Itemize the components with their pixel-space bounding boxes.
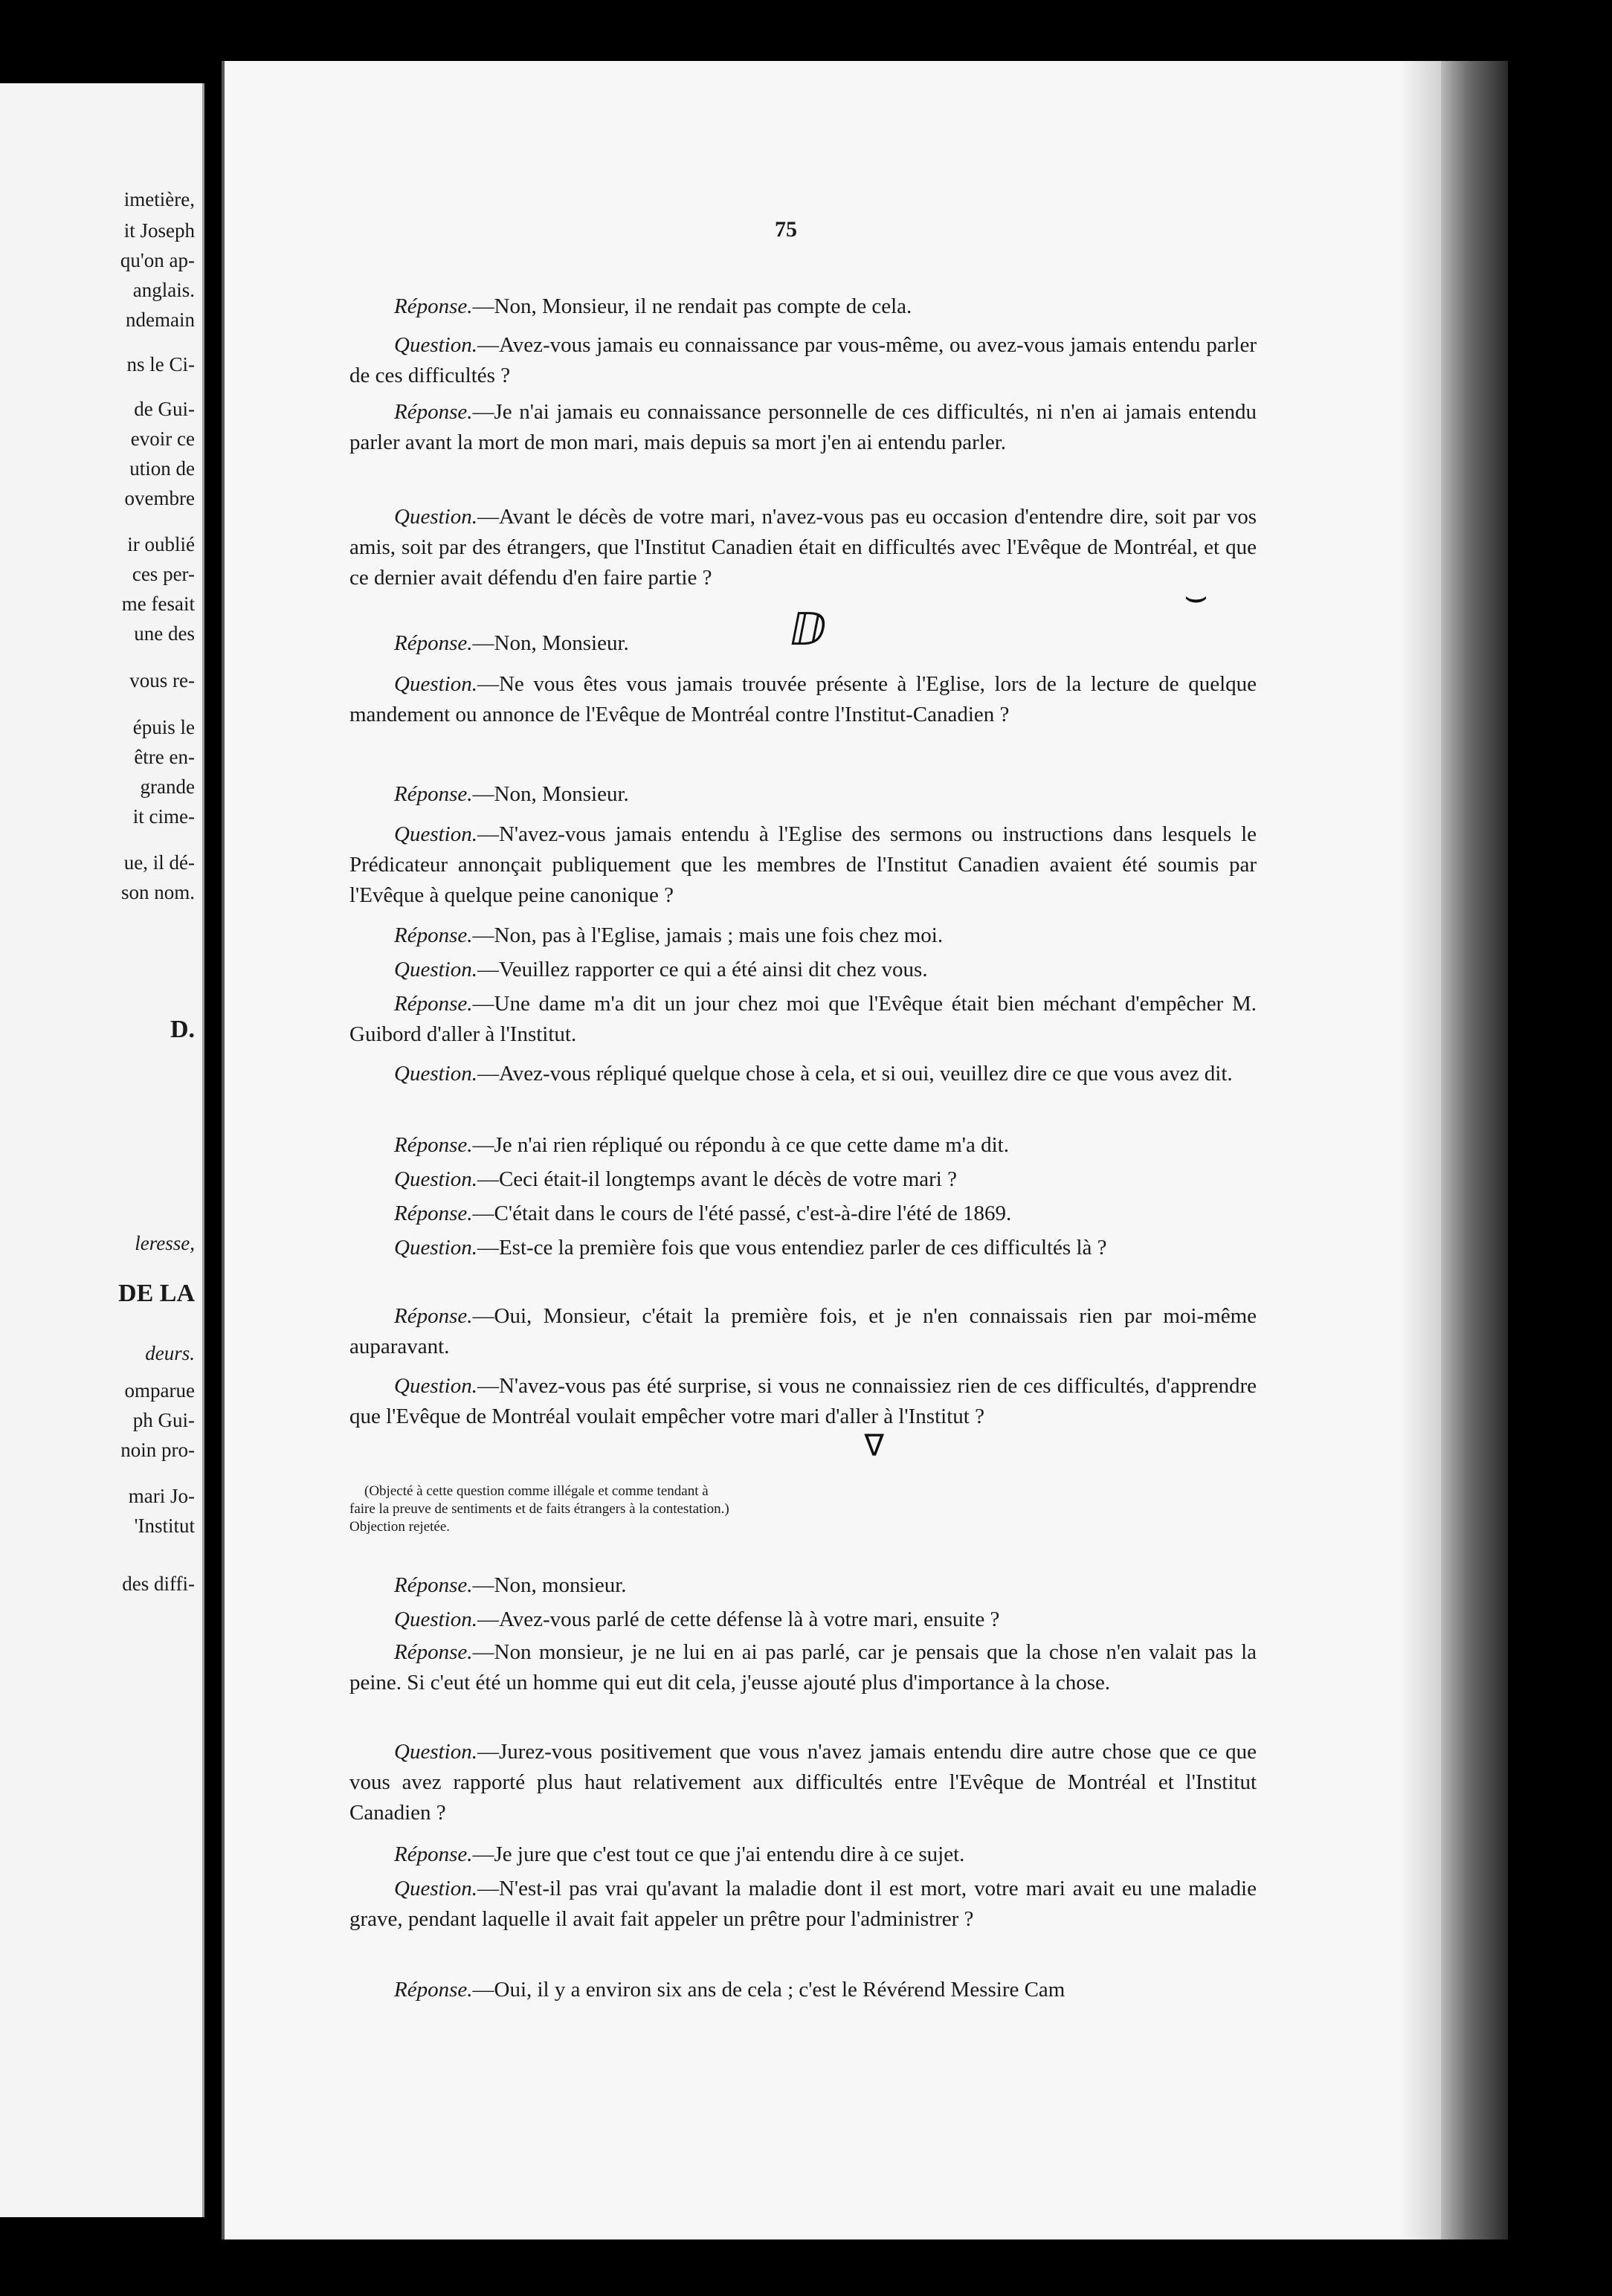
entry-text: —Avez-vous jamais eu connaissance par vous-même, ou avez-vous jamais entendu parler de ces difficultés ? <box>349 333 1257 387</box>
speaker-label: Réponse. <box>394 1304 473 1328</box>
speaker-label: Réponse. <box>394 1202 473 1225</box>
speaker-label: Question. <box>394 505 477 529</box>
left-page-text-fragment: evoir ce <box>130 428 195 450</box>
entry-text: —Est-ce la première fois que vous entendiez parler de ces difficultés là ? <box>477 1236 1107 1260</box>
speaker-label: Question. <box>394 1167 477 1191</box>
speaker-label: Réponse. <box>394 400 473 424</box>
speaker-label: Question. <box>394 672 477 696</box>
question-entry <box>349 955 1257 985</box>
entry-text: —Non, Monsieur. <box>472 782 629 806</box>
speaker-label: Réponse. <box>394 631 473 655</box>
question-entry <box>349 1874 1257 1935</box>
speaker-label: Réponse. <box>394 1640 473 1664</box>
speaker-label: Réponse. <box>394 294 473 318</box>
handwritten-pencil-mark: ⌣ <box>1184 574 1208 617</box>
left-page-text-fragment: des diffi- <box>122 1573 195 1595</box>
entry-text: —N'avez-vous jamais entendu à l'Eglise des sermons ou instructions dans lesquels le Prédicateur annonçait publiquement que les membres de l'Institut Canadien avaient été soumis par l'Evêque à quelque peine canonique ? <box>349 822 1257 907</box>
left-page-text-fragment: de Gui- <box>134 398 195 420</box>
entry-text: —Je n'ai jamais eu connaissance personnelle de ces difficultés, ni n'en ai jamais entendu parler avant la mort de mon mari, mais depuis sa mort j'en ai entendu parler. <box>349 400 1257 454</box>
left-page-text-fragment: mari Jo- <box>128 1485 195 1507</box>
speaker-label: Question. <box>394 1374 477 1398</box>
speaker-label: Question. <box>394 1740 477 1764</box>
handwritten-bracket-mark: ⅅ <box>790 604 827 656</box>
entry-text: —Ceci était-il longtemps avant le décès de votre mari ? <box>477 1167 957 1191</box>
question-entry <box>349 1233 1257 1263</box>
left-page-text-fragment: anglais. <box>132 279 195 301</box>
entry-text: —Oui, Monsieur, c'était la première fois, et je n'en connaissais rien par moi-même auparavant. <box>349 1304 1257 1358</box>
speaker-label: Réponse. <box>394 1978 473 2002</box>
question-entry <box>349 1059 1257 1089</box>
left-page-text-fragment: être en- <box>134 746 195 768</box>
left-page-text-fragment: son nom. <box>120 881 195 903</box>
speaker-label: Réponse. <box>394 992 473 1016</box>
answer-entry <box>349 1975 1257 2005</box>
entry-text: —C'était dans le cours de l'été passé, c'est-à-dire l'été de 1869. <box>472 1202 1012 1225</box>
question-entry <box>349 819 1257 911</box>
left-page-text-fragment: D. <box>170 1016 195 1043</box>
left-page-text-fragment: ndemain <box>126 309 195 331</box>
question-entry <box>349 502 1257 593</box>
left-page-text-fragment: une des <box>134 622 195 645</box>
speaker-label: Réponse. <box>394 782 473 806</box>
left-page-text-fragment: épuis le <box>132 716 195 738</box>
left-page-text-fragment: deurs. <box>145 1342 195 1364</box>
entry-text: —Avez-vous répliqué quelque chose à cela, et si oui, veuillez dire ce que vous avez dit. <box>477 1062 1233 1086</box>
entry-text: —Je jure que c'est tout ce que j'ai entendu dire à ce sujet. <box>472 1842 965 1866</box>
left-page-text-fragment: grande <box>140 775 195 798</box>
left-page-text-fragment: it Joseph <box>123 219 195 242</box>
entry-text: —Non, monsieur. <box>472 1573 627 1597</box>
question-entry <box>349 1605 1257 1635</box>
entry-text: —Non, Monsieur. <box>472 631 629 655</box>
speaker-label: Question. <box>394 1236 477 1260</box>
left-page-text-fragment: ph Gui- <box>132 1409 195 1431</box>
speaker-label: Réponse. <box>394 1842 473 1866</box>
answer-entry <box>349 1839 1257 1870</box>
handwritten-tick-mark: ᐁ <box>864 1429 885 1463</box>
speaker-label: Question. <box>394 958 477 981</box>
book-gutter <box>1441 61 1508 2239</box>
answer-entry <box>349 1637 1257 1698</box>
answer-entry <box>349 1130 1257 1161</box>
objection-note: (Objecté à cette question comme illégale et comme tendant à faire la preuve de sentiments et de faits étrangers à la contestation.) Objection rejetée. <box>349 1483 729 1535</box>
right-page <box>222 61 1444 2239</box>
question-entry <box>349 1164 1257 1195</box>
left-page-text-fragment: ns le Ci- <box>126 353 195 375</box>
entry-text: —Jurez-vous positivement que vous n'avez jamais entendu dire autre chose que ce que vous avez rapporté plus haut relativement aux difficultés entre l'Evêque de Montréal et l'Institut Canadien ? <box>349 1740 1257 1825</box>
answer-entry <box>349 920 1257 951</box>
speaker-label: Réponse. <box>394 1573 473 1597</box>
entry-text: —Avez-vous parlé de cette défense là à votre mari, ensuite ? <box>477 1607 1000 1631</box>
speaker-label: Question. <box>394 1062 477 1086</box>
entry-text: —N'est-il pas vrai qu'avant la maladie dont il est mort, votre mari avait eu une maladie grave, pendant laquelle il avait fait appeler un prêtre pour l'administrer ? <box>349 1877 1257 1931</box>
left-page-text-fragment: ir oublié <box>127 533 195 555</box>
left-page-text-fragment: ovembre <box>124 487 195 509</box>
speaker-label: Question. <box>394 1607 477 1631</box>
left-page-text-fragment: ces per- <box>132 563 195 585</box>
question-entry <box>349 330 1257 391</box>
question-entry <box>349 669 1257 730</box>
left-page-text-fragment: omparue <box>124 1379 195 1402</box>
question-entry <box>349 1371 1257 1432</box>
speaker-label: Question. <box>394 333 477 357</box>
speaker-label: Réponse. <box>394 1133 473 1157</box>
left-page-text-fragment: DE LA <box>118 1280 195 1307</box>
entry-text: —Non, Monsieur, il ne rendait pas compte de cela. <box>472 294 912 318</box>
entry-text: —Veuillez rapporter ce qui a été ainsi dit chez vous. <box>477 958 928 981</box>
left-page-text-fragment: me fesait <box>121 593 195 615</box>
left-page-text-fragment: imetière, <box>123 188 195 210</box>
answer-entry <box>349 291 1257 322</box>
speaker-label: Réponse. <box>394 923 473 947</box>
entry-text: —Avant le décès de votre mari, n'avez-vous pas eu occasion d'entendre dire, soit par vos amis, soit par des étrangers, que l'Institut Canadien était en difficultés avec l'Evêque de Montréal, et que ce dernier avait défendu d'en faire partie ? <box>349 505 1257 590</box>
left-page-text-fragment: qu'on ap- <box>120 249 195 271</box>
answer-entry <box>349 989 1257 1050</box>
answer-entry <box>349 779 1257 810</box>
left-page-text-fragment: leresse, <box>135 1232 195 1254</box>
entry-text: —Une dame m'a dit un jour chez moi que l'Evêque était bien méchant d'empêcher M. Guibord d'aller à l'Institut. <box>349 992 1257 1046</box>
entry-text: —Non, pas à l'Eglise, jamais ; mais une fois chez moi. <box>472 923 944 947</box>
answer-entry <box>349 1199 1257 1229</box>
left-page-text-fragment: ue, il dé- <box>123 851 195 874</box>
left-page-text-fragment: it cime- <box>132 805 195 828</box>
left-page-text-fragment: vous re- <box>129 669 195 691</box>
page-number: 75 <box>775 217 797 242</box>
left-page-text-fragment: 'Institut <box>134 1515 195 1537</box>
answer-entry <box>349 1301 1257 1362</box>
answer-entry <box>349 397 1257 458</box>
entry-text: —Ne vous êtes vous jamais trouvée présente à l'Eglise, lors de la lecture de quelque mandement ou annonce de l'Evêque de Montréal contre l'Institut-Canadien ? <box>349 672 1257 726</box>
left-page-fragment <box>0 83 204 2217</box>
speaker-label: Question. <box>394 822 477 846</box>
entry-text: —N'avez-vous pas été surprise, si vous ne connaissiez rien de ces difficultés, d'apprendre que l'Evêque de Montréal voulait empêcher votre mari d'aller à l'Institut ? <box>349 1374 1257 1428</box>
speaker-label: Question. <box>394 1877 477 1900</box>
question-entry <box>349 1737 1257 1828</box>
entry-text: —Non monsieur, je ne lui en ai pas parlé, car je pensais que la chose n'en valait pas la peine. Si c'eut été un homme qui eut dit cela, j'eusse ajouté plus d'importance à la chose. <box>349 1640 1257 1694</box>
entry-text: —Je n'ai rien répliqué ou répondu à ce que cette dame m'a dit. <box>472 1133 1009 1157</box>
left-page-text-fragment: noin pro- <box>120 1439 195 1461</box>
left-page-text-fragment: ution de <box>129 457 195 480</box>
entry-text: —Oui, il y a environ six ans de cela ; c'est le Révérend Messire Cam <box>472 1978 1065 2002</box>
answer-entry <box>349 1570 1257 1601</box>
